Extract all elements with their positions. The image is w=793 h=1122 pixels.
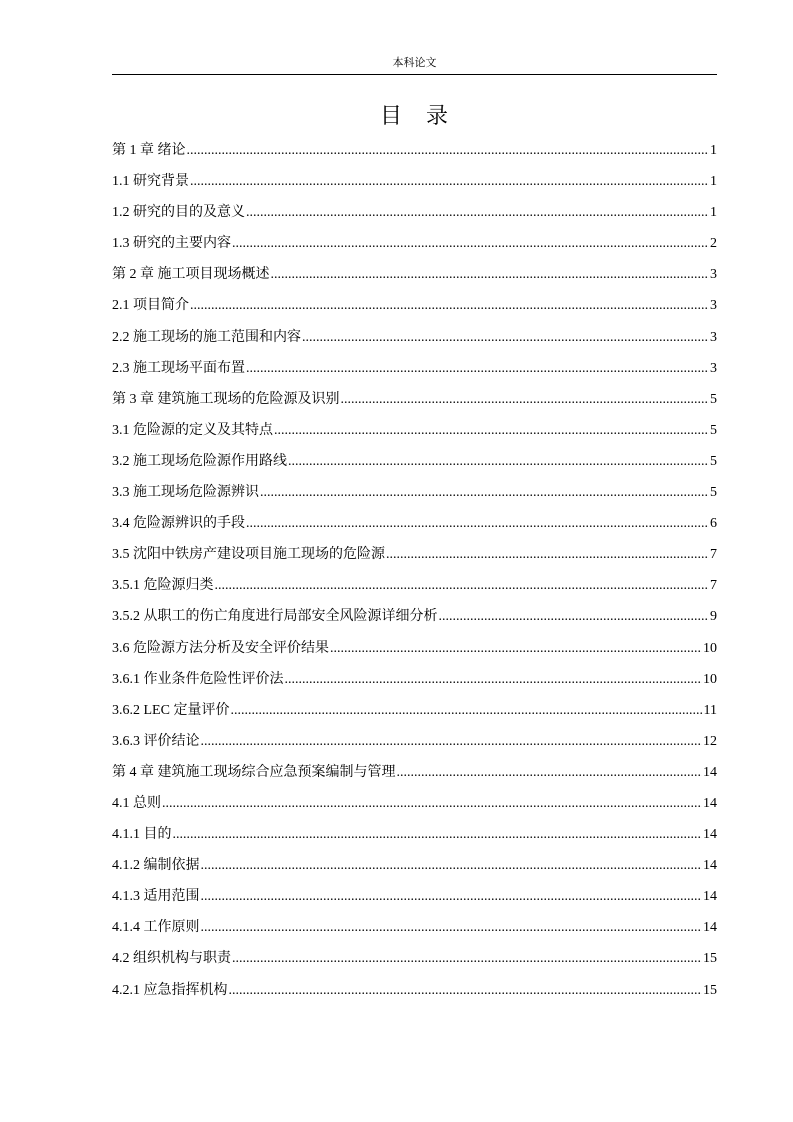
toc-entry[interactable] <box>112 539 717 570</box>
toc-entry[interactable] <box>112 477 717 508</box>
toc-dot-leader <box>246 197 709 228</box>
toc-entry-title: 1.1 研究背景 <box>112 174 189 190</box>
toc-entry-title: 3.4 危险源辨识的手段 <box>112 516 245 532</box>
toc-entry-page-number: 2 <box>710 236 717 252</box>
toc-dot-leader <box>215 570 710 601</box>
toc-entry[interactable] <box>112 726 717 757</box>
toc-entry[interactable] <box>112 197 717 228</box>
running-header: 本科论文 <box>392 57 437 69</box>
toc-entry[interactable] <box>112 757 717 788</box>
toc-dot-leader <box>274 415 709 446</box>
toc-entry-title: 3.5 沈阳中铁房产建设项目施工现场的危险源 <box>112 547 385 563</box>
toc-entry-page-number: 5 <box>710 422 717 438</box>
toc-entry[interactable] <box>112 695 717 726</box>
toc-entry[interactable] <box>112 259 717 290</box>
toc-entry-title: 2.1 项目简介 <box>112 298 189 314</box>
toc-dot-leader <box>246 353 709 384</box>
toc-entry-title: 3.6 危险源方法分析及安全评价结果 <box>112 640 329 656</box>
toc-entry-title: 3.1 危险源的定义及其特点 <box>112 422 273 438</box>
toc-entry[interactable] <box>112 633 717 664</box>
toc-entry-page-number: 5 <box>710 453 717 469</box>
toc-entry-title: 4.1.3 适用范围 <box>112 889 200 905</box>
toc-entry-title: 2.2 施工现场的施工范围和内容 <box>112 329 301 345</box>
toc-entry-title: 3.5.1 危险源归类 <box>112 578 214 594</box>
toc-entry-page-number: 15 <box>703 982 717 998</box>
toc-dot-leader <box>201 726 703 757</box>
toc-entry-page-number: 6 <box>710 516 717 532</box>
toc-entry-title: 第 2 章 施工项目现场概述 <box>112 267 270 283</box>
toc-entry-page-number: 14 <box>703 858 717 874</box>
table-of-contents <box>112 135 717 1006</box>
toc-dot-leader <box>302 322 709 353</box>
toc-entry-page-number: 1 <box>710 174 717 190</box>
toc-entry[interactable] <box>112 415 717 446</box>
toc-entry-page-number: 1 <box>710 205 717 221</box>
toc-dot-leader <box>260 477 709 508</box>
toc-entry[interactable] <box>112 788 717 819</box>
toc-dot-leader <box>190 290 709 321</box>
toc-title: 目 录 <box>379 103 449 128</box>
toc-entry-title: 1.3 研究的主要内容 <box>112 236 231 252</box>
toc-entry-title: 1.2 研究的目的及意义 <box>112 205 245 221</box>
toc-entry[interactable] <box>112 166 717 197</box>
toc-entry-page-number: 15 <box>703 951 717 967</box>
toc-entry-page-number: 5 <box>710 391 717 407</box>
toc-entry[interactable] <box>112 601 717 632</box>
toc-entry[interactable] <box>112 353 717 384</box>
toc-dot-leader <box>229 975 703 1006</box>
toc-entry-title: 2.3 施工现场平面布置 <box>112 360 245 376</box>
toc-dot-leader <box>201 881 703 912</box>
toc-entry-title: 3.2 施工现场危险源作用路线 <box>112 453 287 469</box>
toc-entry-title: 3.6.3 评价结论 <box>112 733 200 749</box>
toc-dot-leader <box>201 850 703 881</box>
toc-entry[interactable] <box>112 228 717 259</box>
toc-entry-page-number: 12 <box>703 733 717 749</box>
toc-entry-page-number: 7 <box>710 578 717 594</box>
toc-dot-leader <box>187 135 710 166</box>
toc-dot-leader <box>341 384 710 415</box>
toc-entry-page-number: 9 <box>710 609 717 625</box>
toc-dot-leader <box>246 508 709 539</box>
toc-entry-title: 第 1 章 绪论 <box>112 143 186 158</box>
toc-entry-page-number: 3 <box>710 360 717 376</box>
toc-entry-page-number: 14 <box>703 795 717 811</box>
toc-entry-page-number: 7 <box>710 547 717 563</box>
toc-dot-leader <box>230 695 702 726</box>
toc-entry-title: 3.6.2 LEC 定量评价 <box>112 702 230 718</box>
toc-dot-leader <box>173 819 703 850</box>
toc-entry-page-number: 3 <box>710 298 717 314</box>
header-divider <box>112 74 717 75</box>
toc-entry-title: 4.1.2 编制依据 <box>112 858 200 874</box>
toc-entry-page-number: 10 <box>703 640 717 656</box>
toc-entry-title: 3.3 施工现场危险源辨识 <box>112 485 259 501</box>
toc-entry[interactable] <box>112 975 717 1006</box>
toc-entry-page-number: 1 <box>710 143 717 158</box>
toc-entry[interactable] <box>112 943 717 974</box>
toc-entry[interactable] <box>112 322 717 353</box>
toc-entry-title: 4.2.1 应急指挥机构 <box>112 982 228 998</box>
toc-entry-title: 3.6.1 作业条件危险性评价法 <box>112 671 284 687</box>
toc-entry-title: 4.1.4 工作原则 <box>112 920 200 936</box>
toc-entry-title: 4.1.1 目的 <box>112 827 172 843</box>
toc-entry-page-number: 3 <box>710 329 717 345</box>
toc-entry-title: 第 4 章 建筑施工现场综合应急预案编制与管理 <box>112 764 396 780</box>
toc-entry[interactable] <box>112 508 717 539</box>
toc-entry-title: 第 3 章 建筑施工现场的危险源及识别 <box>112 391 340 407</box>
toc-entry-page-number: 3 <box>710 267 717 283</box>
toc-dot-leader <box>201 912 703 943</box>
toc-dot-leader <box>386 539 709 570</box>
toc-entry[interactable] <box>112 135 717 166</box>
toc-entry-page-number: 5 <box>710 485 717 501</box>
toc-entry[interactable] <box>112 570 717 601</box>
toc-dot-leader <box>232 228 709 259</box>
toc-entry-page-number: 10 <box>703 671 717 687</box>
toc-dot-leader <box>162 788 702 819</box>
toc-entry-page-number: 14 <box>703 920 717 936</box>
toc-dot-leader <box>271 259 710 290</box>
toc-entry[interactable] <box>112 881 717 912</box>
toc-dot-leader <box>285 664 703 695</box>
toc-entry[interactable] <box>112 446 717 477</box>
toc-dot-leader <box>288 446 709 477</box>
toc-entry[interactable] <box>112 912 717 943</box>
toc-entry[interactable] <box>112 819 717 850</box>
toc-entry-page-number: 14 <box>703 827 717 843</box>
toc-dot-leader <box>190 166 709 197</box>
toc-dot-leader <box>232 943 702 974</box>
toc-entry-title: 4.2 组织机构与职责 <box>112 951 231 967</box>
toc-entry-title: 4.1 总则 <box>112 795 161 811</box>
toc-entry[interactable] <box>112 664 717 695</box>
toc-entry[interactable] <box>112 850 717 881</box>
toc-entry-page-number: 14 <box>703 889 717 905</box>
toc-dot-leader <box>330 633 702 664</box>
toc-entry-page-number: 11 <box>703 702 717 718</box>
toc-dot-leader <box>439 601 710 632</box>
toc-entry[interactable] <box>112 384 717 415</box>
toc-dot-leader <box>397 757 703 788</box>
toc-entry[interactable] <box>112 290 717 321</box>
toc-entry-page-number: 14 <box>703 764 717 780</box>
toc-entry-title: 3.5.2 从职工的伤亡角度进行局部安全风险源详细分析 <box>112 609 438 625</box>
